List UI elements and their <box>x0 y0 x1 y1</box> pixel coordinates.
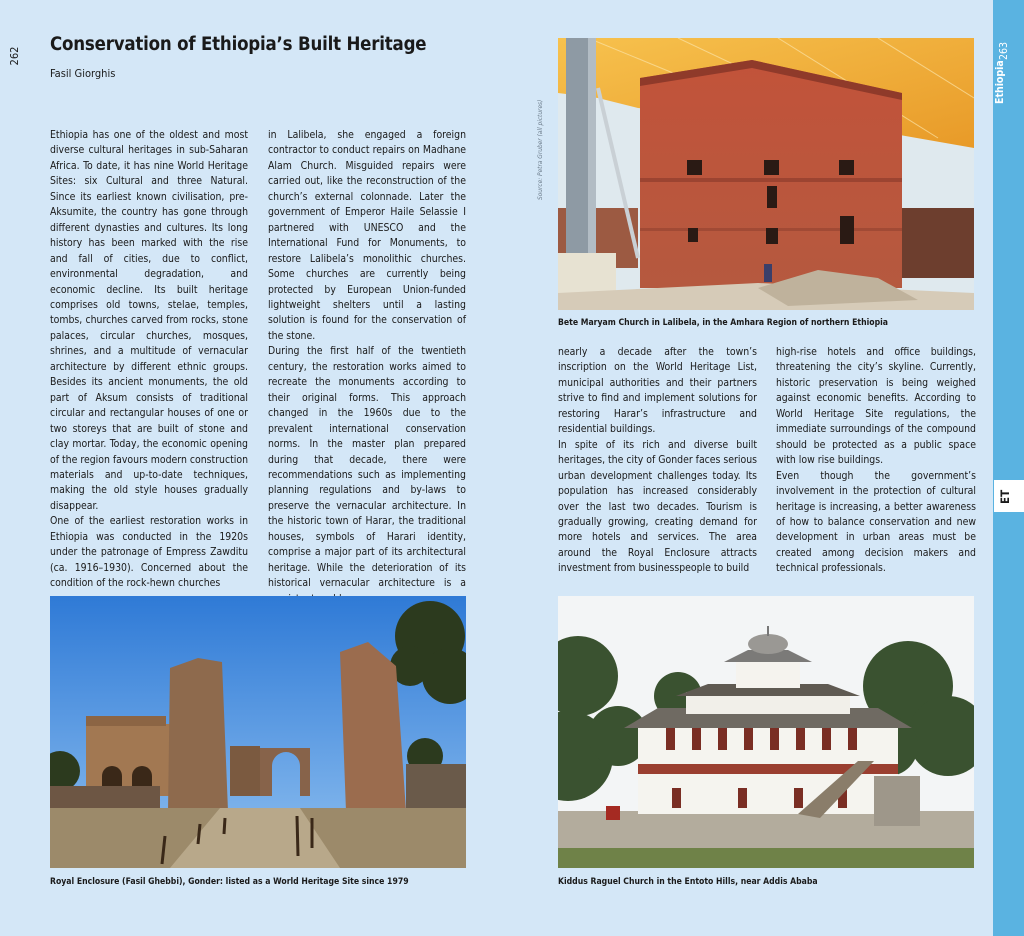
text-column-1 <box>50 128 248 592</box>
photo-royal-enclosure <box>50 596 466 868</box>
text-column-2 <box>268 128 466 607</box>
photo-source-credit: Source: Petra Gruber (all pictures) <box>536 99 544 200</box>
paragraph: high-rise hotels and office buildings, threatening the city’s skyline. Currently, historic preservation is being weighed against economic benefits. According to World Heritage Site regulations, the immediate surroundings of the compound should be protected as a public space with low rise buildings. <box>776 346 976 467</box>
left-page-number: 262 <box>8 46 21 66</box>
paragraph: in Lalibela, she engaged a foreign contractor to conduct repairs on Madhane Alam Church. Misguided repairs were carried out, like the reconstruction of the church’s external colonnade. Later the government of Emperor Haile Selassie I partnered with UNESCO and the International Fund for Monuments, to restore Lalibela’s monolithic churches. Some churches are currently being protected by European Union-funded lightweight shelters until a lasting solution is found for the conservation of the stone. <box>268 129 466 342</box>
paragraph: nearly a decade after the town’s inscription on the World Heritage List, municipal authorities and their partners strive to find and implement solutions for restoring Harar’s infrastructure and residential buildings. <box>558 346 757 436</box>
bete-maryam-caption: Bete Maryam Church in Lalibela, in the Amhara Region of northern Ethiopia <box>558 318 888 328</box>
text-column-4 <box>776 345 976 577</box>
text-column-3 <box>558 345 757 577</box>
royal-enclosure-caption: Royal Enclosure (Fasil Ghebbi), Gonder: listed as a World Heritage Site since 1979 <box>50 877 409 887</box>
photo-kiddus-raguel-church <box>558 596 974 868</box>
paragraph: During the first half of the twentieth century, the restoration works aimed to recreate the monuments according to their original forms. This approach changed in the 1960s due to the prevalent international conservation norms. In the master plan prepared during that decade, there were recommendations such as implementing planning regulations and by-laws to preserve the vernacular architecture. In the historic town of Harar, the traditional houses, symbols of Harari identity, comprise a major part of its architectural heritage. While the deterioration of its historical vernacular architecture is a <box>268 345 466 590</box>
kiddus-raguel-caption: Kiddus Raguel Church in the Entoto Hills, near Addis Ababa <box>558 877 818 887</box>
article-title: Conservation of Ethiopia’s Built Heritage <box>50 34 427 55</box>
country-code: ET <box>998 489 1012 504</box>
paragraph: Ethiopia has one of the oldest and most diverse cultural heritages in sub-Saharan Africa. To date, it has nine World Heritage Sites: six Cultural and three Natural. Since its earliest known civilisation, pre-Aksumite, the country has gone through different dynasties and cultures. Its long history has been marked with the rise and fall of cities, due to conflict, environmental degradation, and economic decline. Its built heritage comprises old towns, stelae, temples, tombs, churches carved from rocks, stone palaces, circular churches, mosques, shrines, and a multitude of vernacular architecture by different ethnic groups. Besides its ancient monuments, the old part of Aksum consists of traditional circular and rectangular houses of one or two storeys that are built of stone and clay mortar. Today, the economic opening of the region favours modern construction materials and up-to-date techniques, making the old style houses gradually disappear. <box>50 129 248 512</box>
right-page-number: 263 <box>998 41 1010 60</box>
paragraph: In spite of its rich and diverse built heritages, the city of Gonder faces serious urban development challenges today. Its population has increased considerably over the last two decades. Tourism is gradually growing, creating demand for more hotels and services. The area around the Royal Enclosure attracts investment from businesspeople to build <box>558 438 757 575</box>
chapter-sidebar <box>993 0 1024 936</box>
article-author: Fasil Giorghis <box>50 67 116 80</box>
paragraph: One of the earliest restoration works in Ethiopia was conducted in the 1920s under the patronage of Empress Zawditu (ca. 1916–1930). Concerned about the condition of the rock-hewn churches <box>50 515 248 590</box>
photo-bete-maryam-church <box>558 38 974 310</box>
chapter-label: Ethiopia <box>994 60 1006 104</box>
paragraph: Even though the government’s involvement in the protection of cultural heritage is increasing, a better awareness of how to balance conservation and new development in urban areas must be created among decision makers and technical professionals. <box>776 469 976 575</box>
